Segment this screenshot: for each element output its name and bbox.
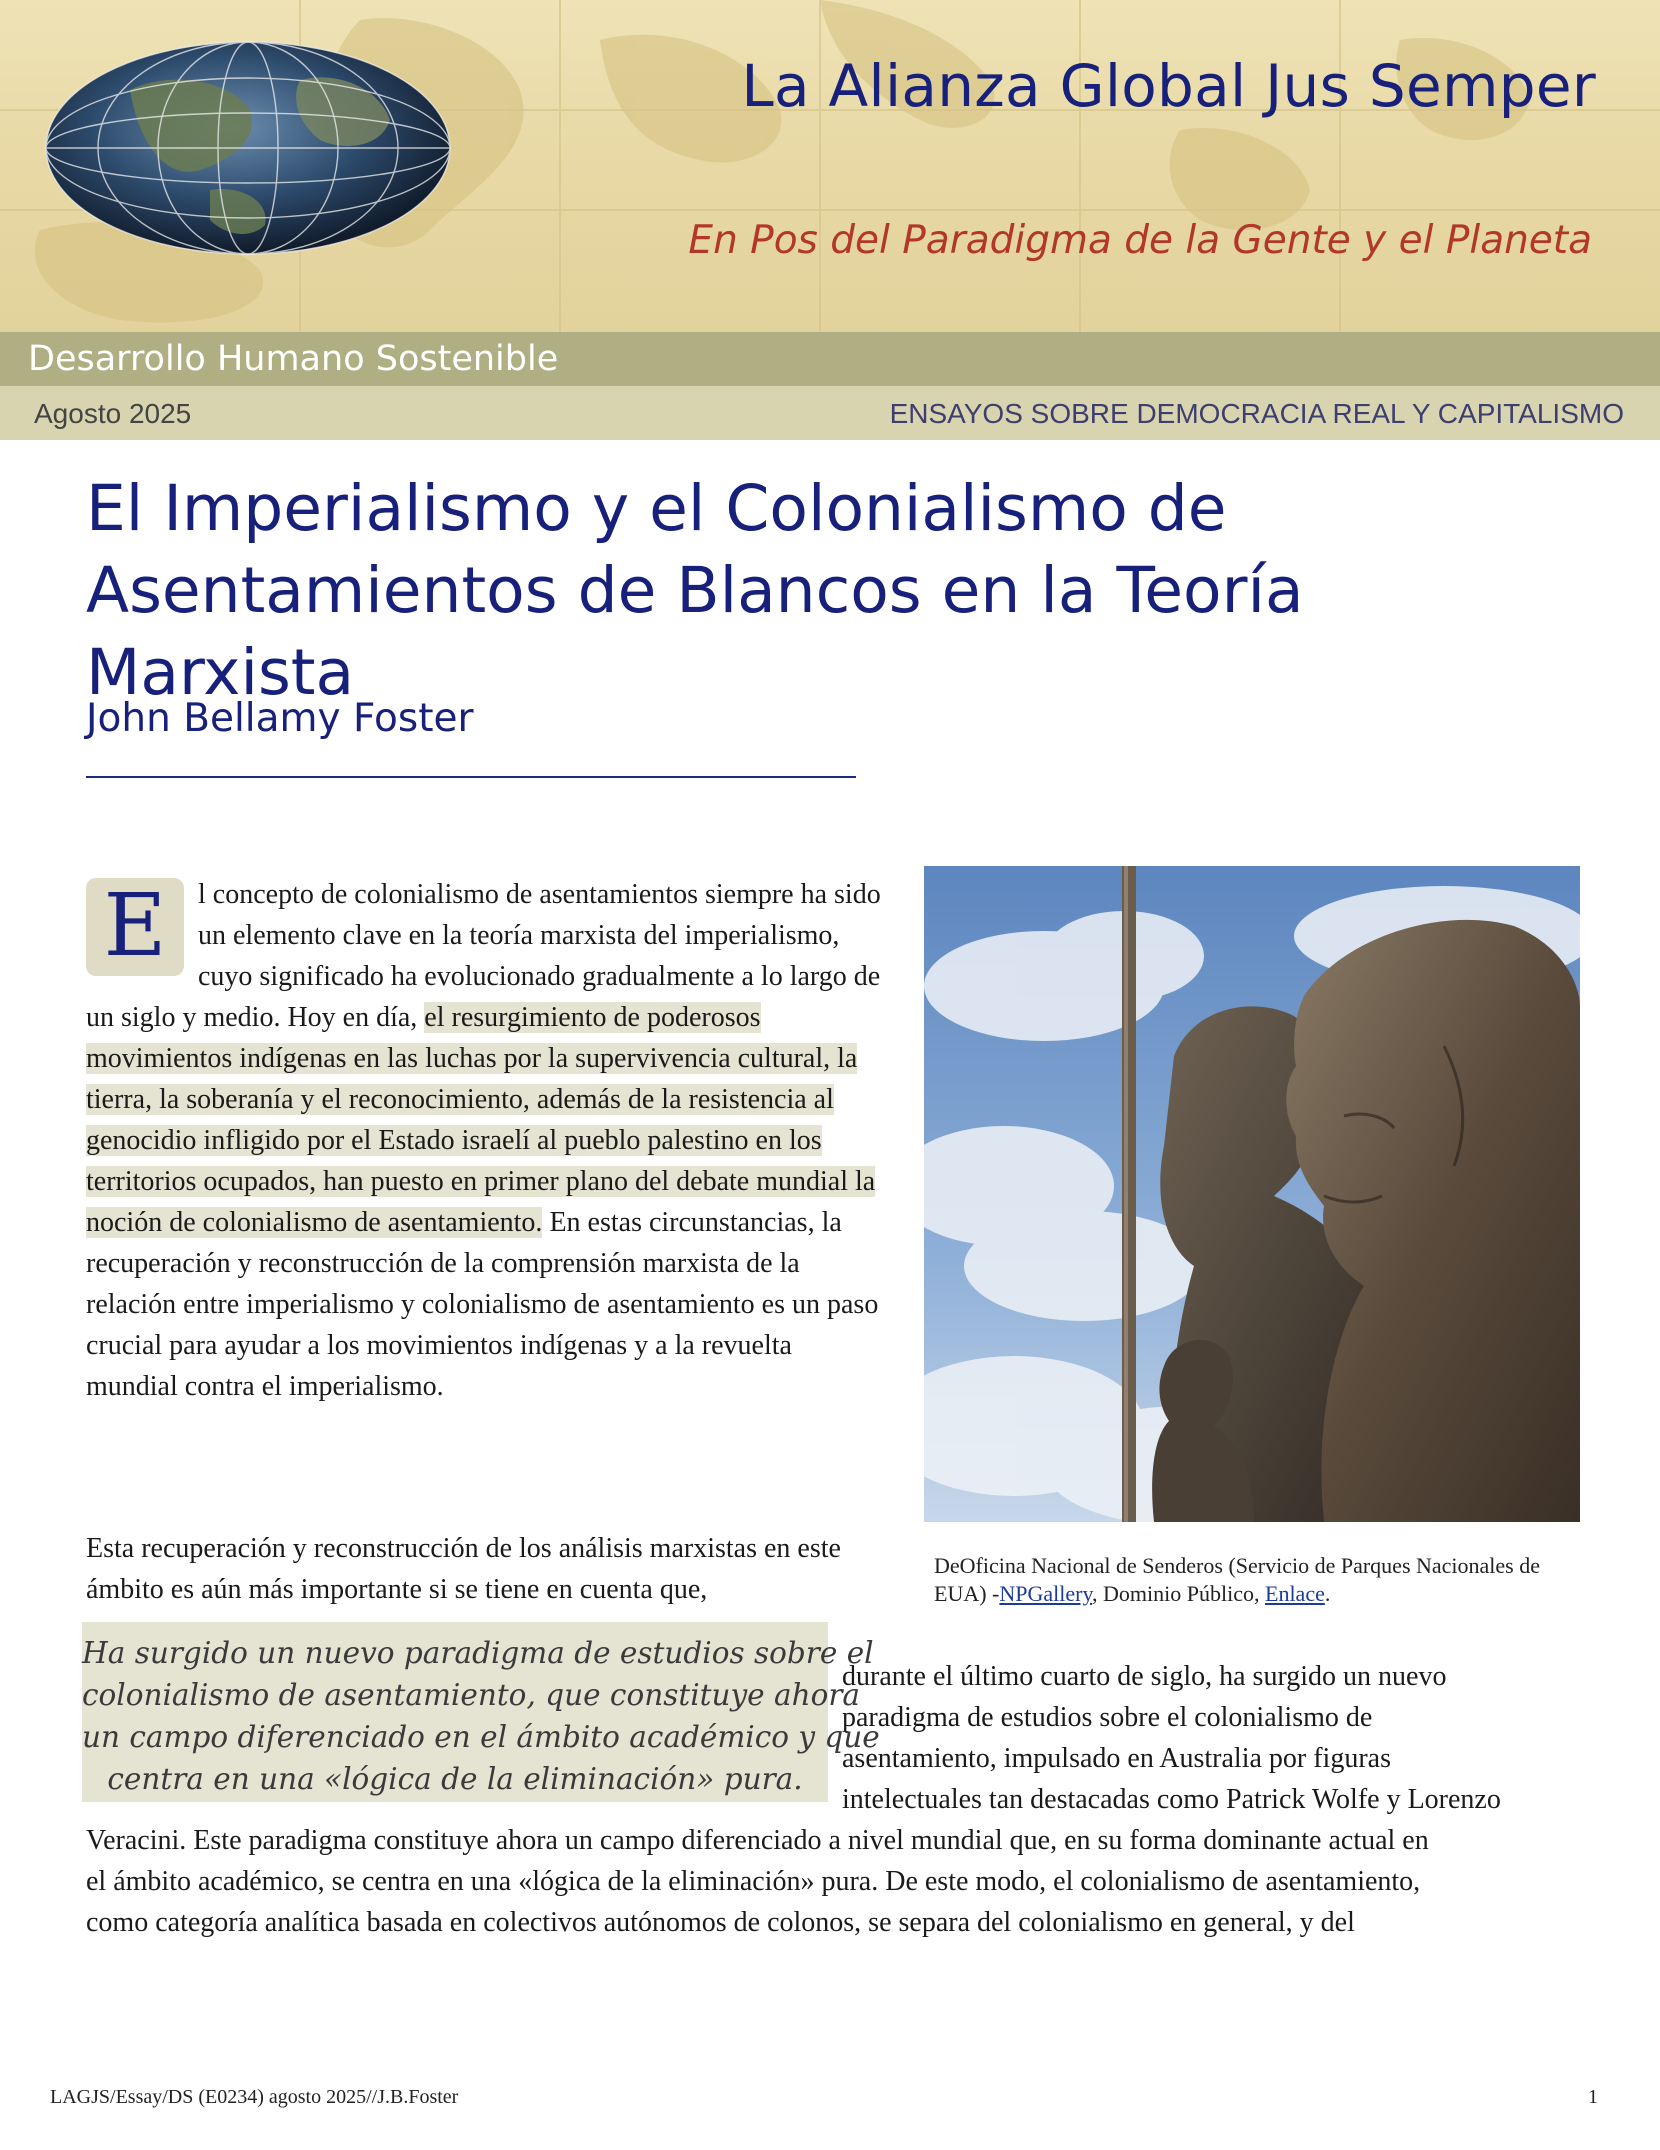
paragraph-1-start: l concepto de colonialismo de asentamientos siempre ha sido un elemento clave en la teoría marxista del imperialismo, cuyo significado ha evolucionado gradualmente a lo largo de un siglo y medio. Hoy en día, [86, 879, 881, 1033]
photo-caption [934, 1552, 1574, 1608]
caption-text: DeOficina Nacional de Senderos (Servicio de Parques Nacionales de EUA) - [934, 1553, 1540, 1606]
text-line: paradigma de estudios sobre el colonialismo de [842, 1702, 1373, 1733]
section-name: Desarrollo Humano Sostenible [28, 339, 559, 379]
globe-icon [46, 42, 450, 254]
text-line: el ámbito académico, se centra en una «lógica de la eliminación» pura. De este modo, el colonialismo de asentamiento, [86, 1866, 1421, 1897]
caption-middle: , Dominio Público, [1092, 1581, 1265, 1606]
site-tagline: En Pos del Paradigma de la Gente y el Planeta [688, 218, 1592, 263]
statue-photo-image [924, 866, 1580, 1522]
section-bar [0, 332, 1660, 386]
source-link[interactable]: Enlace [1265, 1581, 1325, 1606]
caption-end: . [1324, 1581, 1331, 1606]
paragraph-2-intro: Esta recuperación y reconstrucción de los análisis marxistas en este ámbito es aún más importante si se tiene en cuenta que, [86, 1533, 841, 1605]
article-title [86, 468, 1586, 714]
paragraph-2-continued [86, 1820, 1596, 1943]
footer-reference: LAGJS/Essay/DS (E0234) agosto 2025//J.B.Foster [50, 2086, 459, 2108]
text-line: como categoría analítica basada en colectivos autónomos de colonos, se separa del colonialismo en general, y del [86, 1907, 1355, 1938]
world-map-background [0, 0, 1660, 332]
issue-series: ENSAYOS SOBRE DEMOCRACIA REAL Y CAPITALISMO [889, 398, 1624, 429]
issue-date: Agosto 2025 [34, 398, 192, 429]
npgallery-link[interactable]: NPGallery [999, 1581, 1093, 1606]
header-banner [0, 0, 1660, 332]
article-author: John Bellamy Foster [86, 696, 474, 741]
pull-quote-line: centra en una «lógica de la eliminación» pura. [107, 1762, 803, 1796]
article-title-line-1: El Imperialismo y el Colonialismo de [86, 472, 1227, 545]
page-number: 1 [1588, 2086, 1598, 2108]
text-line: Veracini. Este paradigma constituye ahora un campo diferenciado a nivel mundial que, en su forma dominante actual en [86, 1825, 1429, 1856]
highlighted-passage: el resurgimiento de poderosos movimientos indígenas en las luchas por la supervivencia cultural, la tierra, la soberanía y el reconocimiento, además de la resistencia al genocidio infligido por el Estado israelí al pueblo palestino en los territorios ocupados, han puesto en primer plano del debate mundial la noción de colonialismo de asentamiento. [86, 1002, 876, 1238]
text-line: asentamiento, impulsado en Australia por figuras [842, 1743, 1391, 1774]
text-line: intelectuales tan destacadas como Patrick Wolfe y Lorenzo [842, 1784, 1501, 1815]
article-title-line-2: Asentamientos de Blancos en la Teoría Marxista [86, 554, 1304, 709]
paragraph-2-wrapped [842, 1656, 1582, 1820]
issue-bar [0, 386, 1660, 440]
paragraph-1-end: En estas circunstancias, la recuperación y reconstrucción de la comprensión marxista de la relación entre imperialismo y colonialismo de asentamiento es un paso crucial para ayudar a los movimientos indígenas y a la revuelta mundial contra el imperialismo. [86, 1207, 879, 1402]
author-divider [86, 776, 856, 778]
text-line: durante el último cuarto de siglo, ha surgido un nuevo [842, 1661, 1447, 1692]
article-photo [924, 866, 1580, 1522]
pull-quote [82, 1622, 880, 1802]
pull-quote-line: colonialismo de asentamiento, que constituye ahora [82, 1678, 861, 1712]
first-paragraph [86, 874, 886, 1407]
pull-quote-line: un campo diferenciado en el ámbito académico y que [82, 1720, 880, 1754]
drop-cap: E [86, 878, 184, 976]
pull-quote-line: Ha surgido un nuevo paradigma de estudios sobre el [82, 1636, 874, 1670]
site-title: La Alianza Global Jus Semper [741, 52, 1596, 120]
